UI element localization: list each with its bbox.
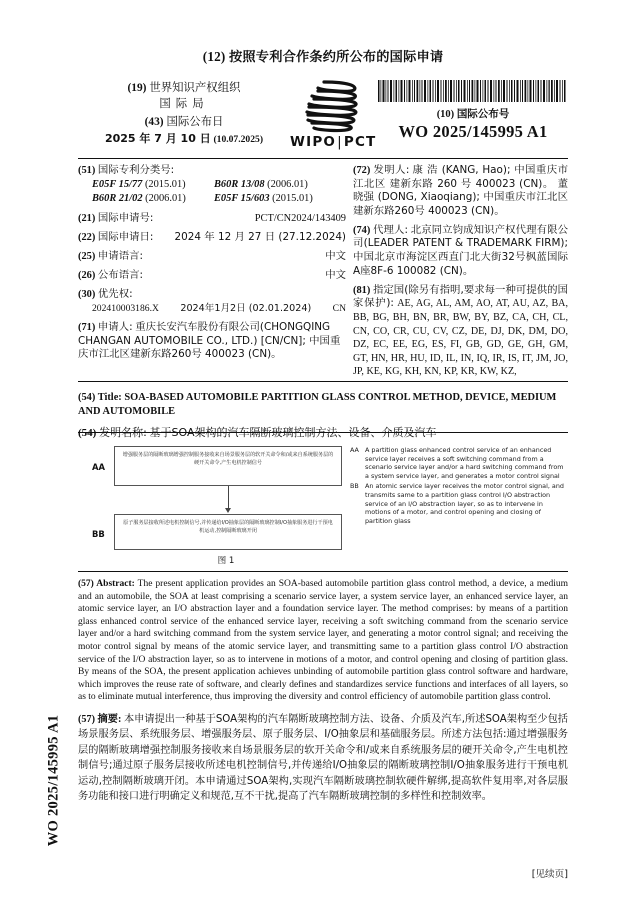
ipc-version: (2006.01): [145, 193, 186, 205]
legend-text-bb: An atomic service layer receives the motor control signal, and transmits same to a partition glass control I/O abstraction service of an I/O abstraction layer, so as to intervene in motions of a motor, and control opening and closing of partition glass: [365, 482, 564, 525]
ipc-entry: [214, 192, 313, 207]
figure-area: [78, 436, 568, 572]
app-no-label: 国际申请号:: [97, 212, 154, 225]
app-no-tag: (21): [78, 213, 96, 225]
org-name: 世界知识产权组织: [149, 80, 241, 94]
pct-word: PCT: [343, 134, 377, 150]
app-no-value: PCT/CN2024/143409: [254, 213, 346, 225]
pub-number-label: 国际公布号: [456, 108, 510, 120]
priority-country: CN: [332, 303, 346, 315]
legend-key-bb: BB: [350, 482, 359, 491]
pub-lang-value: 中文: [325, 269, 346, 282]
side-publication-number: [14, 690, 62, 890]
abstract-en-tag: (57) Abstract:: [78, 579, 135, 589]
abstract-english: [78, 578, 568, 704]
wipo-globe-icon: [304, 78, 366, 134]
pub-number-label-line: [378, 106, 568, 121]
field-filing-date: [78, 231, 346, 245]
bibliographic-data: [78, 158, 568, 382]
pub-lang-label-group: [78, 269, 143, 283]
pubdate-value-line: [78, 130, 290, 146]
ipc-row-2: [92, 192, 346, 207]
pub-lang-tag: (26): [78, 270, 96, 282]
pub-number-code: (10): [436, 109, 455, 120]
figure-english-legend: [350, 446, 566, 527]
pubdate-line: [78, 114, 290, 130]
field-designated-states: [353, 284, 568, 379]
invention-title-band: [78, 388, 568, 439]
title-en-tag: (54) Title:: [78, 392, 122, 403]
kind-text: 按照专利合作条约所公布的国际申请: [229, 50, 444, 65]
filing-lang-value: 中文: [325, 250, 346, 263]
title-zh-label: 发明名称:: [99, 426, 147, 439]
figure-arrow-head-icon: [225, 508, 231, 513]
ipc-version: (2015.01): [144, 178, 186, 190]
agent-label: 代理人:: [373, 223, 408, 236]
app-date-label: 国际申请日:: [97, 231, 154, 244]
priority-row: [92, 302, 346, 316]
wipo-word: WIPO: [290, 134, 337, 150]
abstract-chinese: [78, 712, 568, 804]
pubdate-iso: (10.07.2025): [213, 134, 264, 145]
ipc-class: B60R 13/08: [214, 178, 265, 190]
abstract-en-text: The present application provides an SOA-based automobile partition glass control method, a device, a medium and an automobile, the SOA at least comprising a scenario service layer, a system service layer, an enhanced service layer, an atomic service layer, an I/O abstraction layer and a foundation service layer. The method comprises: by means of a partition glass enhanced control service of the enhanced service layer, receiving a soft switching command from the scenario service layer and/or a hard switching command from the system service layer, and generating a motor control signal; and receiving the motor control signal by means of the atomic service layer, and transmitting same to a partition glass control I/O abstraction service of the I/O abstraction layer, so as to intervene in motions of a motor, and control opening and closing of partition glass. By means of the SOA, the present application achieves unbinding of automobile partition glass control software and hardware, which improves the reuse rate of software, and clearly defines and standardizes service functions and interfaces of all layers, so as to eliminate mutual interference, thus improving the diversity and control efficiency of automobile partition glass control.: [78, 579, 568, 703]
footer: [78, 866, 568, 880]
publication-kind-line: [78, 46, 568, 65]
figure-block-label-bb: BB: [92, 529, 105, 539]
app-no-label-group: [78, 212, 153, 226]
priority-date: 2024年1月2日 (02.01.2024): [180, 303, 312, 315]
ipc-class: E05F 15/77: [92, 178, 143, 190]
figure-block-label-aa: AA: [92, 462, 105, 472]
pubdate-code: (43): [144, 116, 164, 128]
filing-lang-label-group: [78, 250, 143, 264]
wipo-logo: [288, 78, 380, 152]
ipc-version: (2015.01): [272, 193, 313, 205]
title-zh-tag: (54): [78, 427, 97, 439]
org-line-1: [78, 80, 290, 96]
ipc-label: 国际专利分类号:: [97, 164, 175, 176]
designated-label: 指定国(除另有指明,要求每一种可提供的国家保护):: [353, 283, 568, 310]
pub-number-value: WO 2025/145995 A1: [398, 122, 548, 141]
ipc-class: E05F 15/603: [214, 193, 270, 205]
app-date-value: 2024 年 12 月 27 日 (27.12.2024): [174, 231, 346, 244]
field-priority: [78, 288, 346, 315]
legend-key-aa: AA: [350, 446, 359, 454]
priority-label: 优先权:: [97, 288, 133, 301]
abstract-zh-tag: (57) 摘要:: [78, 714, 122, 725]
header-block: [78, 80, 568, 152]
designated-tag: (81): [353, 284, 371, 296]
field-agent: [353, 224, 568, 278]
inventors-tag: (72): [353, 165, 371, 176]
ipc-entry: [92, 192, 214, 207]
figure-block-bb: 原子服务层接收所述电机控制信号,并传递给I/O抽象层的隔断玻璃控制I/O抽象服务进行干预电机运动,控制隔断玻璃开闭: [114, 514, 342, 550]
field-ipc: [78, 164, 346, 207]
legend-item-bb: [350, 482, 566, 525]
pubdate-label: 国际公布日: [166, 114, 224, 128]
applicant-value: 重庆长安汽车股份有限公司(CHONGQING CHANGAN AUTOMOBILE CO., LTD.) [CN/CN]; 中国重庆市江北区建新东路260号 400023 (CN)。: [78, 321, 341, 361]
ipc-row-1: [92, 178, 346, 193]
wipo-organization: [78, 80, 290, 146]
filing-lang-tag: (25): [78, 251, 96, 263]
ipc-tag: (51): [78, 165, 96, 176]
figure-arrow-line: [228, 486, 229, 510]
figure-caption: 图 1: [217, 556, 235, 566]
app-date-tag: (22): [78, 232, 96, 244]
agent-tag: (74): [353, 224, 371, 236]
title-en-line: [78, 388, 568, 419]
field-inventors: [353, 164, 568, 218]
pubdate-value: 2025 年 7 月 10 日: [104, 132, 211, 145]
inventors-value: 康 浩 (KANG, Hao); 中国重庆市江北区 建新东路 260 号 400023 (CN)。 董晓强 (DONG, Xiaoqiang); 中国重庆市江北区建新东路260号 400023 (CN)。: [353, 164, 568, 217]
legend-text-aa: A partition glass enhanced control service of an enhanced service layer receives a soft switching command from a scenario service layer and/or a hard switching command from a system service layer, and generates a motor control signal: [365, 446, 564, 480]
app-date-label-group: [78, 231, 153, 245]
filing-lang-label: 申请语言:: [97, 250, 143, 263]
biblio-right-column: [353, 164, 568, 384]
ipc-class: B60R 21/02: [92, 193, 143, 205]
inventors-label: 发明人:: [373, 164, 410, 176]
applicant-tag: (71): [78, 322, 96, 334]
pub-lang-label: 公布语言:: [97, 269, 143, 282]
priority-tag: (30): [78, 289, 96, 301]
title-zh-text: 基于SOA架构的汽车隔断玻璃控制方法、设备、介质及汽车: [149, 426, 437, 439]
figure-block-aa: 增强服务层的隔断玻璃增强控制服务接收来自场景服务层的软开关命令和/或来自系统服务层的硬开关命令,产生电机控制信号: [114, 446, 342, 486]
title-en-text: SOA-BASED AUTOMOBILE PARTITION GLASS CONTROL METHOD, DEVICE, MEDIUM AND AUTOMOBILE: [78, 392, 557, 417]
field-application-number: [78, 212, 346, 226]
wipo-wordmark: [290, 134, 376, 150]
wipo-separator: |: [337, 134, 343, 150]
legend-item-aa: [350, 446, 566, 480]
biblio-left-column: [78, 164, 346, 367]
agent-value: 北京同立钧成知识产权代理有限公司(LEADER PATENT & TRADEMARK FIRM); 中国北京市海淀区西直门北大街32号枫蓝国际A座8F-6 100082 (CN)。: [353, 223, 568, 277]
priority-number: 202410003186.X: [92, 303, 159, 315]
applicant-label: 申请人:: [97, 321, 133, 334]
field-applicant: [78, 321, 346, 362]
abstract-zh-text: 本申请提出一种基于SOA架构的汽车隔断玻璃控制方法、设备、介质及汽车,所述SOA架构至少包括场景服务层、系统服务层、增强服务层、原子服务层、I/O抽象层和基础服务层。所述方法包括:通过增强服务层的隔断玻璃增强控制服务接收来自场景服务层的软开关命令和/或来自系统服务层的硬开关命令,产生电机控制信号;通过原子服务层接收所述电机控制信号,并传递给I/O抽象层的隔断玻璃控制I/O抽象服务进行干预电机运动,控制隔断玻璃开闭。本申请通过SOA架构,实现汽车隔断玻璃控制软硬件解绑,提高软件复用率,对各层服务功能和接口进行明确定义和规范,互不干扰,提高了汽车隔断玻璃控制的多样性和控制效率。: [78, 714, 568, 803]
ipc-version: (2006.01): [267, 178, 308, 190]
continued-note: [见续页]: [531, 869, 568, 880]
side-publication-number-text: WO 2025/145995 A1: [45, 714, 62, 847]
field-publication-language: [78, 269, 346, 283]
ipc-entry: [214, 178, 308, 193]
publication-number-block: [378, 80, 568, 142]
org-line-2: 国际局: [159, 96, 209, 110]
kind-code: (12): [202, 49, 226, 64]
barcode: [378, 80, 568, 102]
field-filing-language: [78, 250, 346, 264]
designated-codes: AE, AG, AL, AM, AO, AT, AU, AZ, BA, BB, BG, BH, BN, BR, BW, BY, BZ, CA, CH, CL, CN, CO, CR, CU, CV, CZ, DE, DJ, DK, DM, DO, DZ, EC, EE, EG, ES, FI, GB, GD, GE, GH, GM, GT, HN, HR, HU, ID, IL, IN, IQ, IR, IS, IT, JM, JO, JP, KE, KG, KH, KN, KP, KR, KW, KZ,: [353, 298, 568, 378]
org-code: (19): [127, 82, 147, 94]
ipc-entry: [92, 178, 214, 193]
